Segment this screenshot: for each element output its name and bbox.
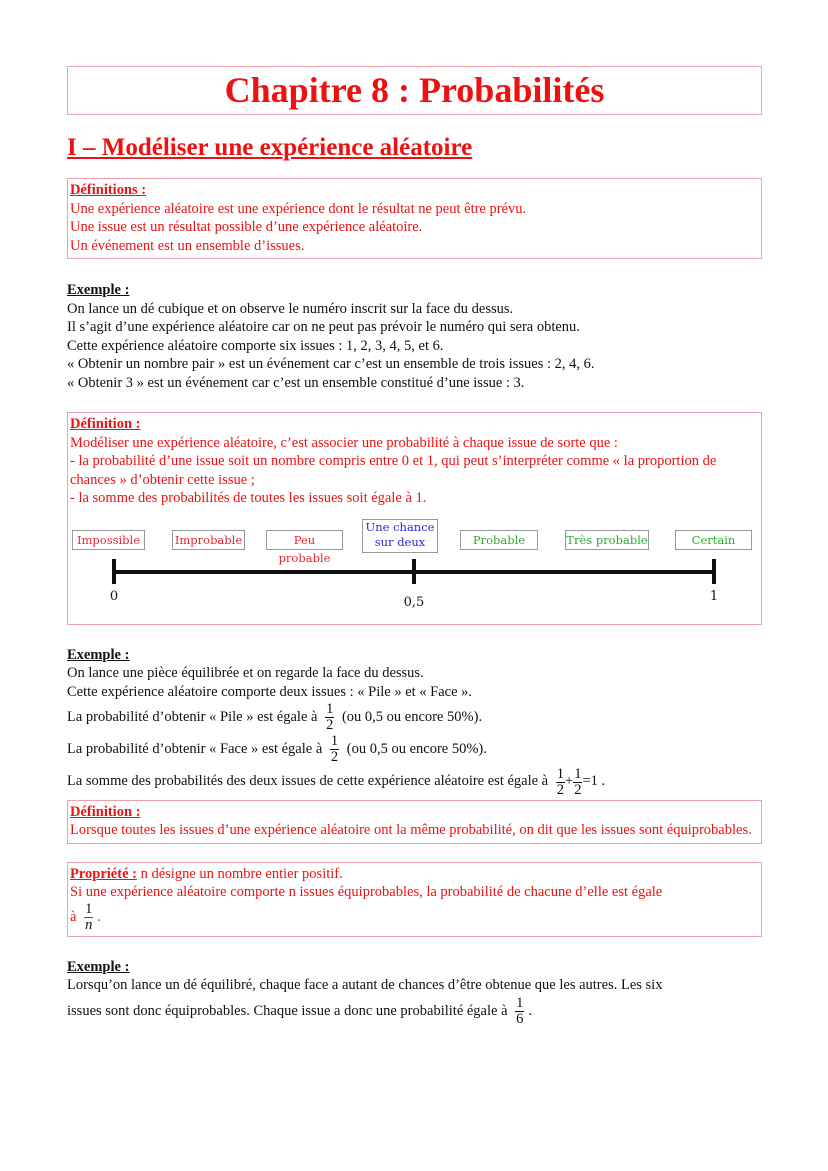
sum-text: La somme des probabilités des deux issues de cette expérience aléatoire est égale à bbox=[67, 773, 549, 790]
example-heading: Exemple : bbox=[67, 282, 130, 298]
definition-heading: Définition : bbox=[70, 416, 141, 432]
definition-line: - la probabilité d’une issue soit un nombre compris entre 0 et 1, qui peut s’interpréter comme « la proportion de chances » d’obtenir cette issue ; bbox=[70, 453, 717, 488]
scale-label: Une chance sur deux bbox=[362, 519, 438, 553]
fraction-one-over-n: $\frac{1}{n}$ bbox=[85, 900, 93, 933]
property-intro-line bbox=[70, 865, 759, 884]
scale-tick-label: 0 bbox=[109, 588, 119, 604]
example-line: Lorsqu’on lance un dé équilibré, chaque face a autant de chances d’être obtenue que les autres. Les six bbox=[67, 977, 663, 994]
example-line: issues sont donc équiprobables. Chaque issue a donc une probabilité égale à bbox=[67, 1002, 508, 1019]
scale-tick bbox=[112, 559, 116, 584]
scale-tick bbox=[412, 559, 416, 584]
example-line: « Obtenir un nombre pair » est un événement car c’est un ensemble de trois issues : 2, 4, 6. bbox=[67, 356, 595, 372]
example-line: On lance une pièce équilibrée et on regarde la face du dessus. bbox=[67, 665, 424, 681]
pile-text: La probabilité d’obtenir « Pile » est égale à bbox=[67, 709, 318, 725]
probability-scale bbox=[70, 518, 759, 624]
definitions-box bbox=[67, 178, 762, 259]
fraction-one-half: $\frac{1}{2}$ bbox=[330, 733, 339, 766]
scale-label: Très probable bbox=[565, 530, 649, 550]
scale-tick-label: 0,5 bbox=[403, 594, 425, 610]
pile-text-after: (ou 0,5 ou encore 50%). bbox=[341, 709, 483, 725]
example-line-fraction bbox=[67, 995, 762, 1027]
property-end: . bbox=[97, 908, 101, 925]
example-line: On lance un dé cubique et on observe le numéro inscrit sur la face du dessus. bbox=[67, 300, 514, 317]
chapter-title: Chapitre 8 : Probabilités bbox=[224, 70, 605, 110]
equals-one: =1 . bbox=[582, 773, 606, 790]
scale-label: Impossible bbox=[72, 530, 145, 550]
pile-probability-line bbox=[67, 701, 762, 733]
definition-line: Une expérience aléatoire est une expérience dont le résultat ne peut être prévu. bbox=[70, 200, 527, 217]
scale-label: Probable bbox=[460, 530, 538, 550]
property-fraction-line bbox=[70, 902, 759, 933]
plus-sign: + bbox=[565, 773, 574, 790]
property-heading: Propriété : bbox=[70, 865, 137, 882]
example-line: Cette expérience aléatoire comporte six issues : 1, 2, 3, 4, 5, et 6. bbox=[67, 337, 444, 354]
scale-label: Certain bbox=[675, 530, 752, 550]
section-title: I – Modéliser une expérience aléatoire bbox=[67, 134, 473, 161]
chapter-title-box bbox=[67, 66, 762, 115]
fraction-one-sixth: $\frac{1}{6}$ bbox=[516, 994, 524, 1027]
scale-label: Improbable bbox=[172, 530, 245, 550]
sum-line bbox=[67, 765, 762, 797]
definition-line: - la somme des probabilités de toutes les issues soit égale à 1. bbox=[70, 490, 427, 506]
example-line: Cette expérience aléatoire comporte deux issues : « Pile » et « Face ». bbox=[67, 683, 473, 700]
property-a: à bbox=[70, 908, 77, 925]
fraction-one-half: $\frac{1}{2}$ bbox=[326, 701, 334, 734]
definition-line: Une issue est un résultat possible d’une expérience aléatoire. bbox=[70, 219, 423, 235]
fraction-one-half: $\frac{1}{2}$ bbox=[556, 765, 564, 798]
scale-tick-label: 1 bbox=[709, 588, 719, 604]
definition-line: Modéliser une expérience aléatoire, c’est associer une probabilité à chaque issue de sorte que : bbox=[70, 434, 618, 451]
definition-equiprobable-box bbox=[67, 800, 762, 844]
example-heading: Exemple : bbox=[67, 646, 130, 663]
property-box bbox=[67, 862, 762, 937]
definition-line: Un événement est un ensemble d’issues. bbox=[70, 237, 305, 254]
example-end: . bbox=[528, 1002, 533, 1019]
face-text-after: (ou 0,5 ou encore 50%). bbox=[346, 741, 487, 758]
definitions-heading: Définitions : bbox=[70, 182, 147, 198]
face-probability-line bbox=[67, 733, 762, 765]
definition-text: Lorsque toutes les issues d’une expérience aléatoire ont la même probabilité, on dit que les issues sont équiprobables. bbox=[70, 822, 752, 839]
example-heading: Exemple : bbox=[67, 958, 130, 975]
example-dice bbox=[67, 281, 762, 392]
property-intro: n désigne un nombre entier positif. bbox=[136, 865, 343, 882]
example-line: Il s’agit d’une expérience aléatoire car on ne peut pas prévoir le numéro qui sera obtenu. bbox=[67, 319, 580, 335]
fraction-one-half: $\frac{1}{2}$ bbox=[574, 765, 582, 798]
document-page bbox=[67, 66, 762, 1027]
example-line: « Obtenir 3 » est un événement car c’est un ensemble constitué d’une issue : 3. bbox=[67, 374, 525, 391]
property-text: Si une expérience aléatoire comporte n issues équiprobables, la probabilité de chacune d’elle est égale bbox=[70, 884, 663, 901]
scale-label: Peu probable bbox=[266, 530, 343, 550]
definition-model-box bbox=[67, 412, 762, 625]
definition-heading: Définition : bbox=[70, 803, 141, 820]
scale-tick bbox=[712, 559, 716, 584]
face-text: La probabilité d’obtenir « Face » est égale à bbox=[67, 741, 323, 758]
example-coin bbox=[67, 646, 762, 798]
example-fair-die bbox=[67, 958, 762, 1027]
